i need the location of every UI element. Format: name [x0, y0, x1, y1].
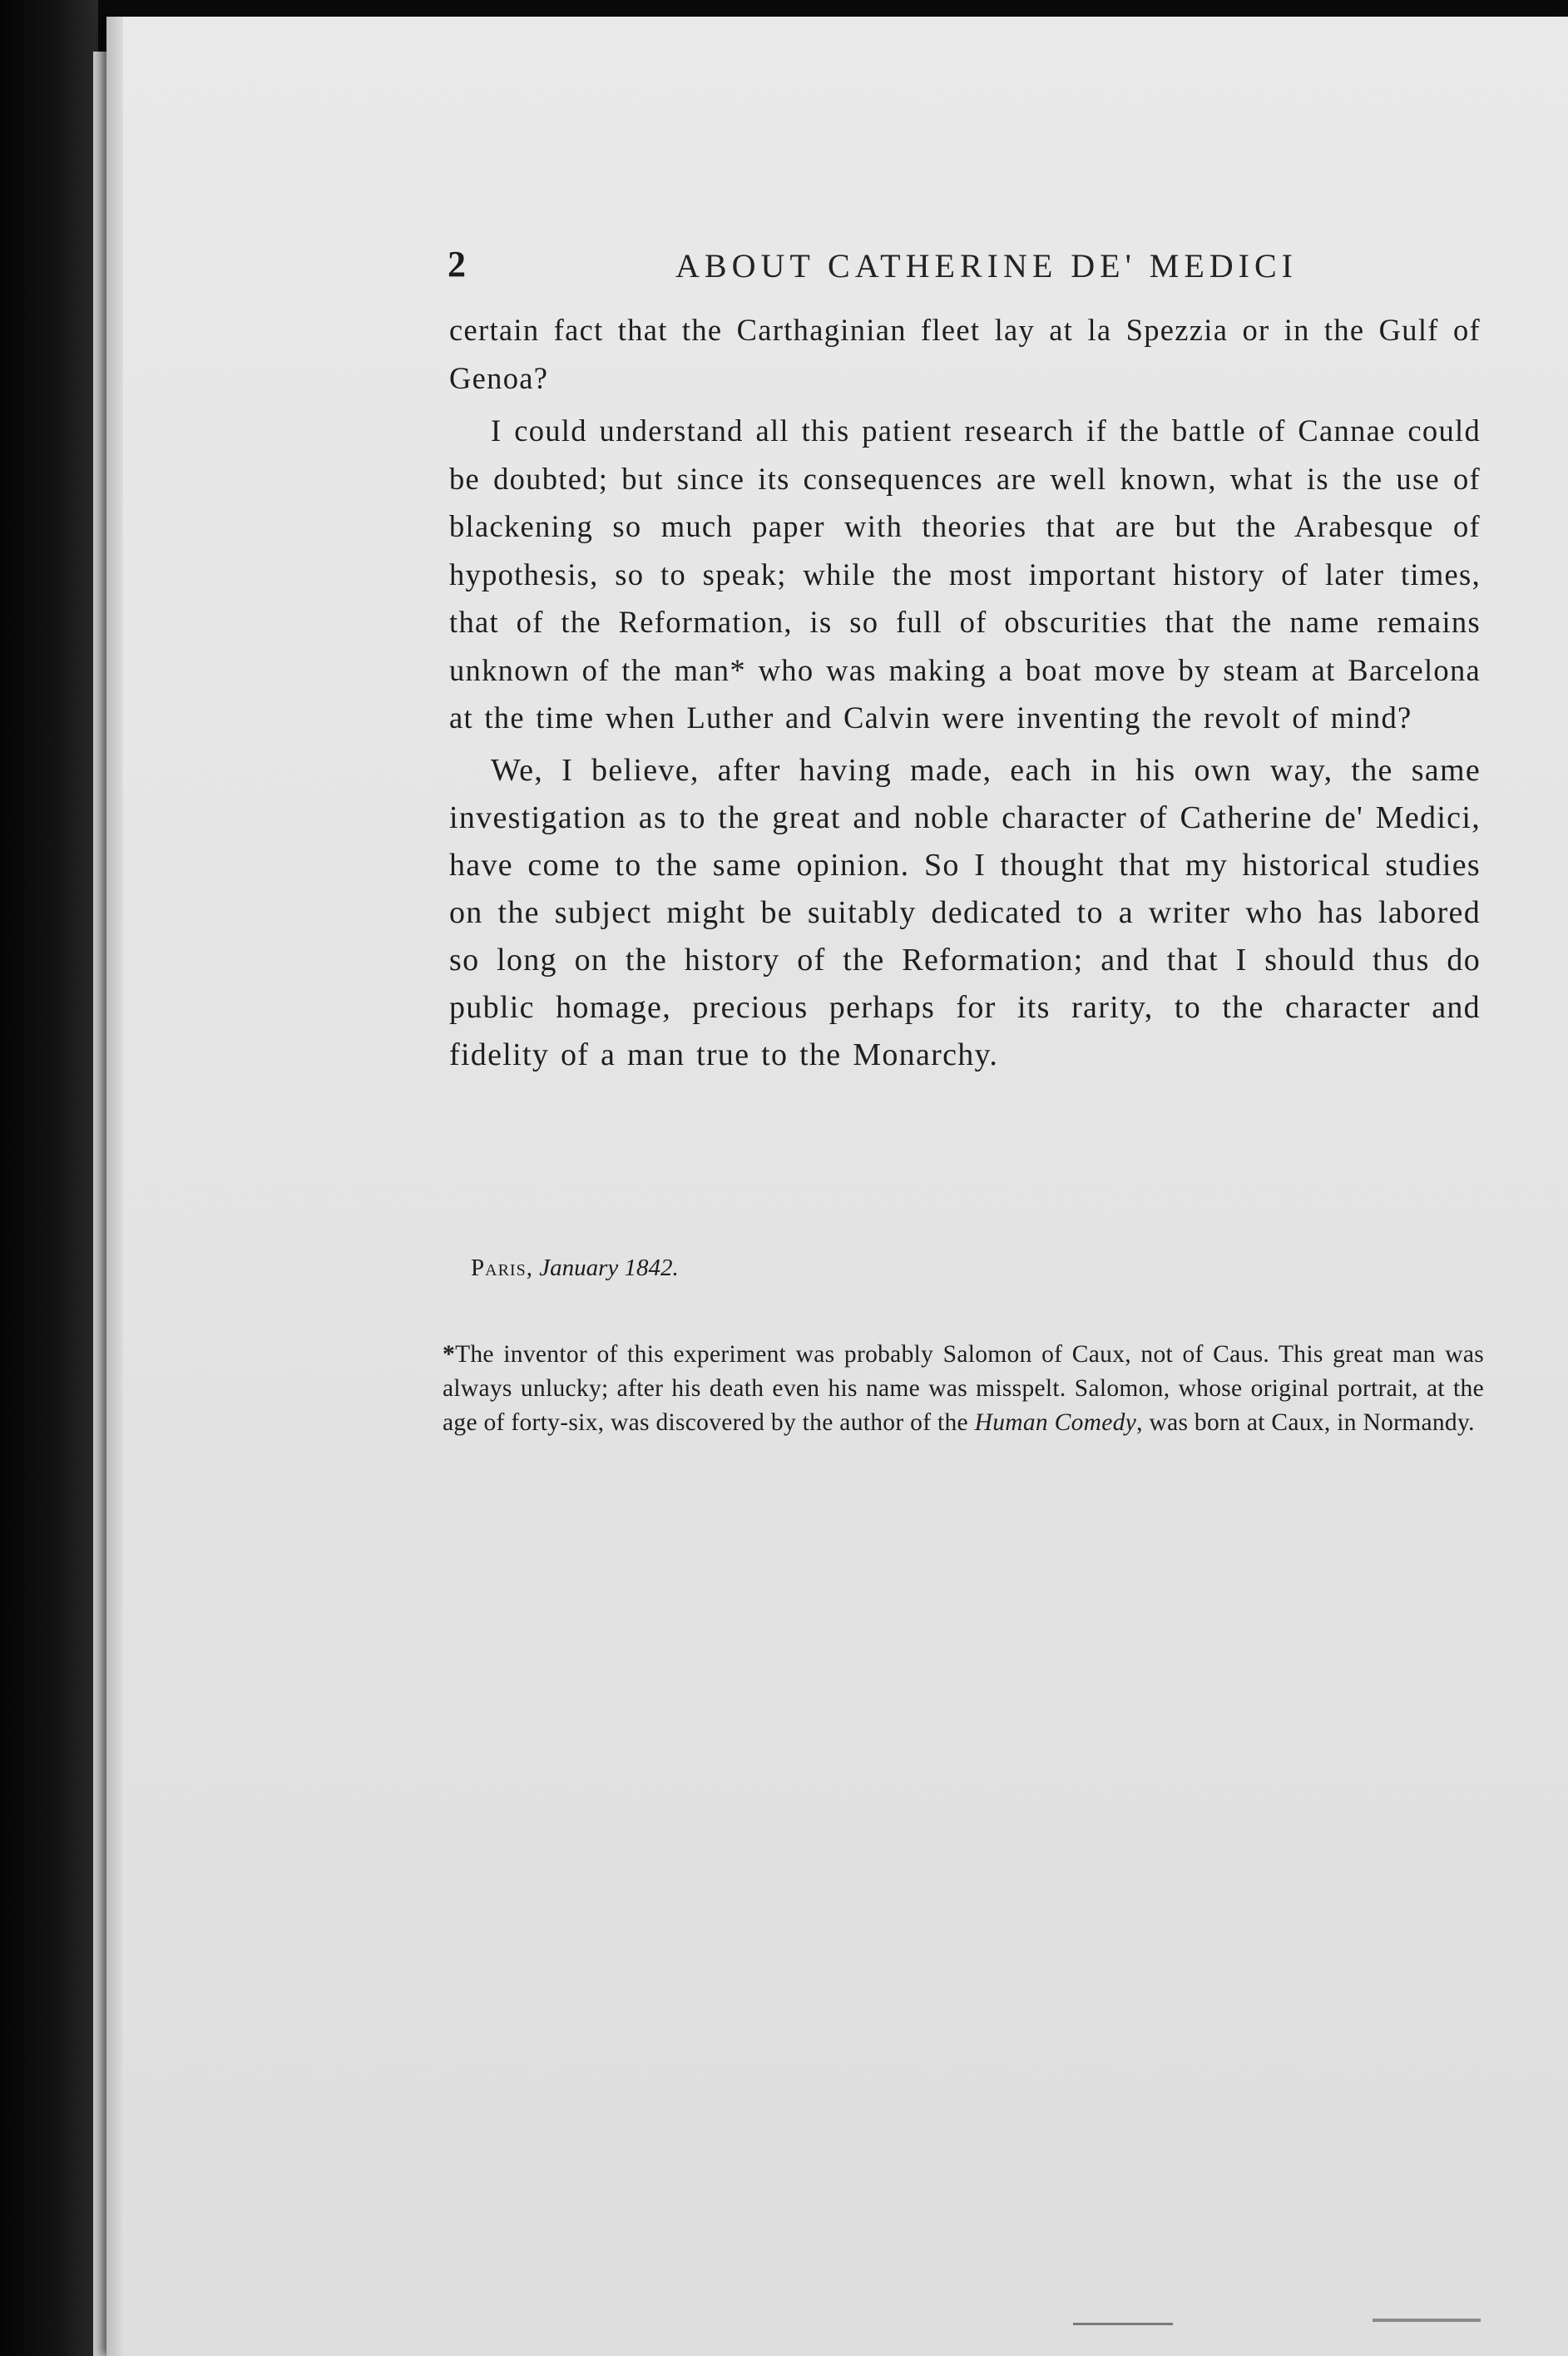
page-number: 2: [448, 244, 466, 285]
footnote-text: The inventor of this experiment was probably Salomon of Caux, not of Caus. This great man was always unlucky; after his death even his name was misspelt. Salomon, whose original portrait, at the age of forty-six, was discovered by the author of the: [443, 1341, 1484, 1436]
paragraph: I could understand all this patient research if the battle of Cannae could be doubted; but since its consequences are well known, what is the use of blackening so much paper with theories that are but the Arabesque of hypothesis, so to speak; while the most important history of later times, that of the Reformation, is so full of obscurities that the name remains unknown of the man* who was making a boat move by steam at Barcelona at the time when Luther and Calvin were inventing the revolt of mind?: [449, 413, 1481, 735]
paragraph: We, I believe, after having made, each in his own way, the same investigation as to the great and noble character of Catherine de' Medici, have come to the same opinion. So I thought that my historical studies on the subject might be suitably dedicated to a writer who has labored so long on the history of the Reformation; and that I should thus do public homage, precious perhaps for its rarity, to the character and fidelity of a man true to the Monarchy.: [449, 752, 1481, 1072]
signature-date: January 1842.: [539, 1255, 679, 1281]
scan-artifact-line: [1073, 2323, 1173, 2325]
page-binding-shadow: [106, 17, 123, 2356]
scan-dark-margin: [0, 0, 98, 2356]
body-text: [449, 306, 1481, 1079]
running-title: ABOUT CATHERINE DE' MEDICI: [675, 247, 1298, 285]
running-head: [449, 241, 1481, 291]
footnote: [443, 1338, 1484, 1440]
footnote-marker: *: [443, 1341, 456, 1368]
dedication-signature: [471, 1255, 679, 1282]
signature-place: Paris,: [471, 1255, 533, 1281]
scan-artifact-line: [1373, 2319, 1481, 2322]
footnote-text-end: , was born at Caux, in Normandy.: [1136, 1409, 1475, 1436]
paragraph-continued: certain fact that the Carthaginian fleet lay at la Spezzia or in the Gulf of Genoa?: [449, 313, 1481, 395]
footnote-book-title: Human Comedy: [974, 1409, 1137, 1436]
